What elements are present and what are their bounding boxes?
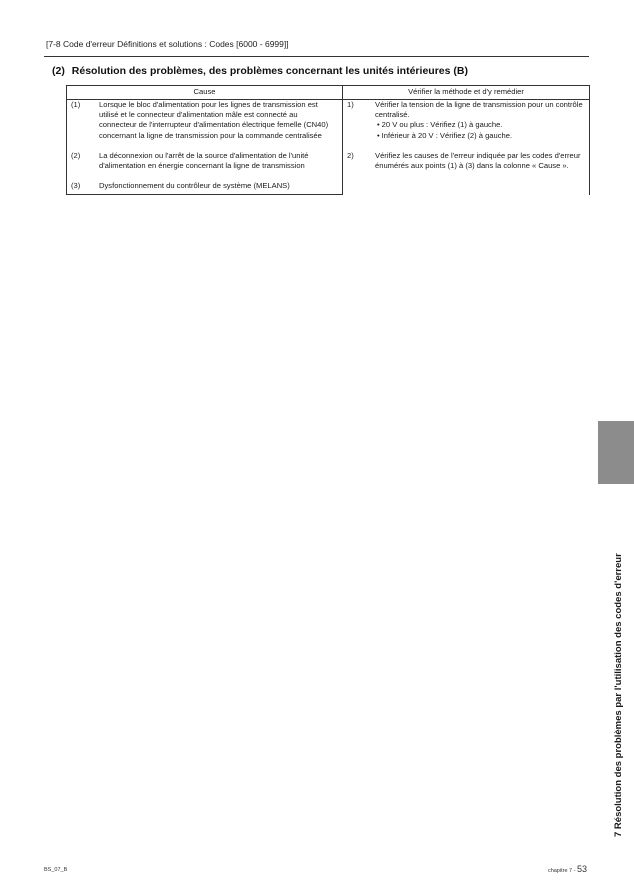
remedy-text: Vérifiez les causes de l'erreur indiquée par les codes d'erreur énumérés aux points (1) à (3) dans la colonne « Cause ». (375, 150, 581, 171)
section-title (52, 65, 468, 77)
troubleshooting-table (66, 85, 590, 195)
column-header-remedy: Vérifier la méthode et d'y remédier (343, 86, 590, 100)
cause-item (67, 100, 342, 141)
remedy-item (343, 100, 589, 141)
column-header-cause: Cause (67, 86, 343, 100)
cause-number: (1) (71, 100, 81, 109)
cause-item (67, 181, 342, 191)
header-divider (44, 56, 589, 57)
cause-text: Dysfonctionnement du contrôleur de système (MELANS) (99, 181, 290, 191)
table-row (67, 151, 590, 181)
remedy-number: 1) (347, 100, 354, 109)
remedy-item (343, 151, 589, 171)
header-title: [7-8 Code d'erreur Définitions et solutions : Codes [6000 - 6999]] (46, 39, 289, 49)
footer-page (548, 864, 587, 874)
footer-chapter-prefix: chapitre 7 - (547, 868, 577, 874)
table-row (67, 100, 590, 151)
remedy-bullet: • Inférieur à 20 V : Vérifiez (2) à gauche. (375, 131, 583, 141)
cause-text: La déconnexion ou l'arrêt de la source d'alimentation de l'unité d'alimentation en énergie concernant la ligne de transmission (99, 150, 309, 171)
table-header-row (67, 86, 590, 100)
chapter-tab-marker (598, 421, 634, 484)
remedy-bullet: • 20 V ou plus : Vérifiez (1) à gauche. (375, 120, 583, 130)
cause-number: (2) (71, 150, 81, 160)
cause-text: Lorsque le bloc d'alimentation pour les lignes de transmission est utilisé et le connecteur d'alimentation mâle est connecté au connecteur de l'interrupteur d'alimentation électrique femelle (CN40) concernant la ligne de transmission pour la commande centralisée (99, 100, 329, 140)
remedy-text: Vérifier la tension de la ligne de transmission pour un contrôle centralisé. (375, 100, 583, 120)
cause-number: (3) (71, 181, 81, 191)
cause-item (67, 151, 342, 171)
remedy-number: 2) (347, 150, 354, 160)
section-title-text: Résolution des problèmes, des problèmes concernant les unités intérieures (B) (71, 65, 468, 77)
section-number: (2) (52, 65, 65, 77)
footer-doc-code: BS_07_B (44, 867, 68, 873)
page-number: 53 (576, 864, 587, 874)
chapter-side-label: 7 Résolution des problèmes par l'utilisation des codes d'erreur (613, 553, 624, 837)
